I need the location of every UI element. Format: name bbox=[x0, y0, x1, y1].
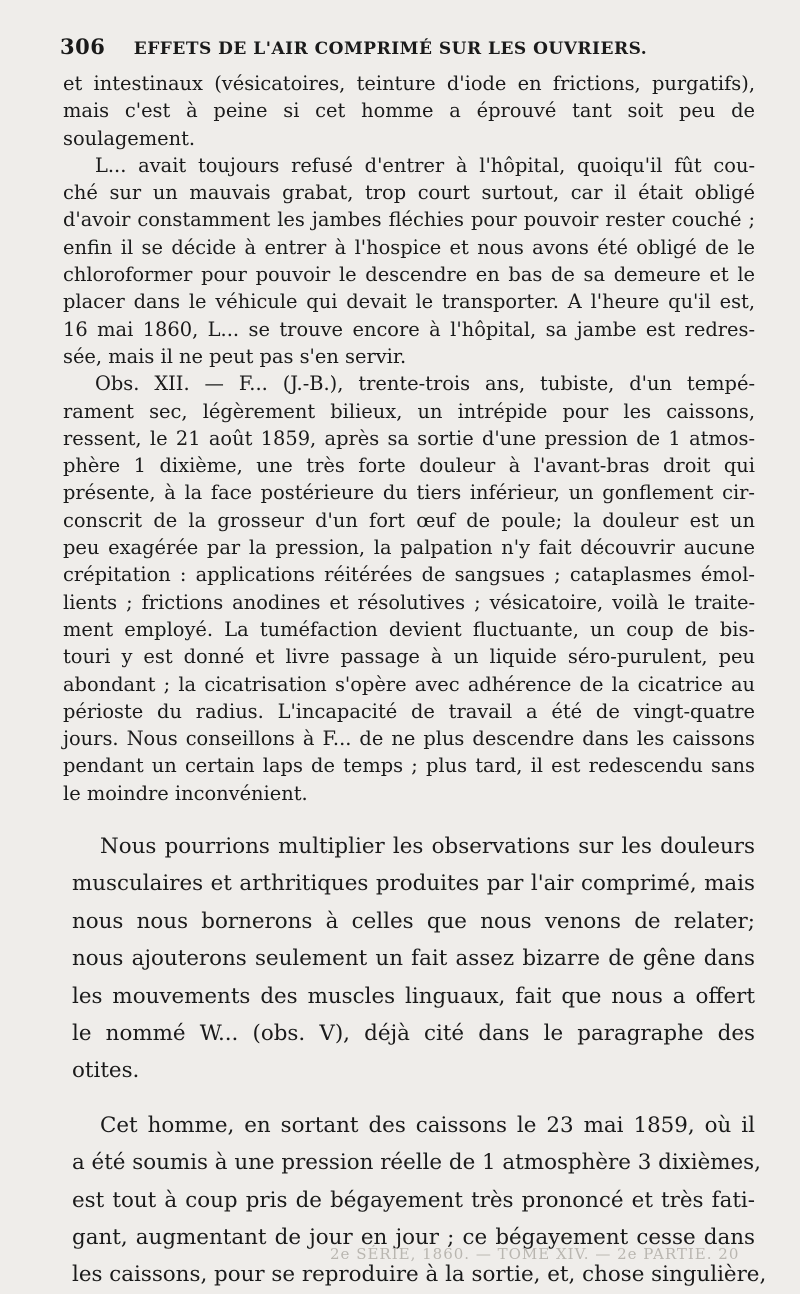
text-line: crépitation : applications réitérées de sangsues ; cataplasmes émol- bbox=[63, 563, 755, 587]
signature-footer: 2e SÉRIE, 1860. — TOME XIV. — 2e PARTIE. 20 bbox=[330, 1245, 740, 1263]
text-line: lients ; frictions anodines et résolutives ; vésicatoire, voilà le traite- bbox=[63, 590, 755, 614]
paragraph-multiplier bbox=[72, 828, 755, 1090]
text-line: musculaires et arthritiques produites par l'air comprimé, mais bbox=[72, 871, 755, 897]
running-title: EFFETS DE L'AIR COMPRIMÉ SUR LES OUVRIERS. bbox=[133, 39, 648, 59]
text-line: gant, augmentant de jour en jour ; ce bégayement cesse dans bbox=[72, 1224, 755, 1250]
text-line: présente, à la face postérieure du tiers inférieur, un gonflement cir- bbox=[63, 481, 755, 505]
text-line: mais c'est à peine si cet homme a éprouvé tant soit peu de bbox=[63, 99, 755, 123]
text-line: pendant un certain laps de temps ; plus tard, il est redescendu sans bbox=[63, 754, 755, 778]
text-line: placer dans le véhicule qui devait le transporter. A l'heure qu'il est, bbox=[63, 290, 755, 314]
text-line: et intestinaux (vésicatoires, teinture d'iode en frictions, purgatifs), bbox=[63, 72, 755, 95]
text-line: enfin il se décide à entrer à l'hospice et nous avons été obligé de le bbox=[63, 235, 755, 259]
text-line: Nous pourrions multiplier les observations sur les douleurs bbox=[100, 834, 755, 859]
text-line: sée, mais il ne peut pas s'en servir. bbox=[63, 344, 407, 368]
text-line: L... avait toujours refusé d'entrer à l'hôpital, quoiqu'il fût cou- bbox=[95, 153, 755, 177]
text-line: périoste du radius. L'incapacité de travail a été de vingt-quatre bbox=[63, 699, 755, 723]
running-header bbox=[60, 34, 680, 59]
paragraph-cet-homme bbox=[72, 1107, 767, 1294]
text-line: les caissons, pour se reproduire à la sortie, et, chose singulière, bbox=[72, 1262, 767, 1288]
observation-text bbox=[63, 70, 755, 807]
text-line: rament sec, légèrement bilieux, un intrépide pour les caissons, bbox=[63, 399, 755, 423]
text-line: est tout à coup pris de bégayement très prononcé et très fati- bbox=[72, 1187, 755, 1213]
text-line: abondant ; la cicatrisation s'opère avec adhérence de la cicatrice au bbox=[63, 672, 755, 696]
text-line: le moindre inconvénient. bbox=[63, 781, 308, 805]
text-line: les mouvements des muscles linguaux, fait que nous a offert bbox=[72, 983, 755, 1009]
text-line: touri y est donné et livre passage à un liquide séro-purulent, peu bbox=[63, 645, 755, 669]
text-line: chloroformer pour pouvoir le descendre en bas de sa demeure et le bbox=[63, 263, 755, 287]
text-line: ment employé. La tuméfaction devient fluctuante, un coup de bis- bbox=[63, 617, 755, 641]
page-number: 306 bbox=[60, 34, 106, 59]
paragraph-l-case bbox=[63, 152, 755, 370]
text-line: peu exagérée par la pression, la palpation n'y fait découvrir aucune bbox=[63, 536, 755, 560]
text-line: ressent, le 21 août 1859, après sa sortie d'une pression de 1 atmos- bbox=[63, 426, 755, 450]
text-line: Obs. XII. — F... (J.-B.), trente-trois ans, tubiste, d'un tempé- bbox=[95, 372, 755, 396]
text-line: ché sur un mauvais grabat, trop court surtout, car il était obligé bbox=[63, 181, 755, 205]
text-line: Cet homme, en sortant des caissons le 23 mai 1859, où il bbox=[100, 1112, 755, 1138]
text-line: otites. bbox=[72, 1058, 140, 1084]
text-line: conscrit de la grosseur d'un fort œuf de poule; la douleur est un bbox=[63, 508, 755, 532]
text-line: le nommé W... (obs. V), déjà cité dans le paragraphe des bbox=[72, 1020, 755, 1046]
text-line: 16 mai 1860, L... se trouve encore à l'hôpital, sa jambe est redres- bbox=[63, 317, 755, 341]
text-line: d'avoir constamment les jambes fléchies pour pouvoir rester couché ; bbox=[63, 208, 755, 232]
text-line: soulagement. bbox=[63, 126, 196, 150]
paragraph-continuation bbox=[63, 70, 755, 152]
text-line: phère 1 dixième, une très forte douleur à l'avant-bras droit qui bbox=[63, 454, 755, 478]
text-line: a été soumis à une pression réelle de 1 atmosphère 3 dixièmes, bbox=[72, 1150, 761, 1176]
text-line: nous nous bornerons à celles que nous venons de relater; bbox=[72, 908, 755, 934]
text-line: jours. Nous conseillons à F... de ne plus descendre dans les caissons bbox=[63, 727, 755, 751]
main-text bbox=[72, 828, 767, 1294]
paragraph-observation-xii bbox=[63, 370, 755, 807]
text-line: nous ajouterons seulement un fait assez bizarre de gêne dans bbox=[72, 946, 755, 972]
